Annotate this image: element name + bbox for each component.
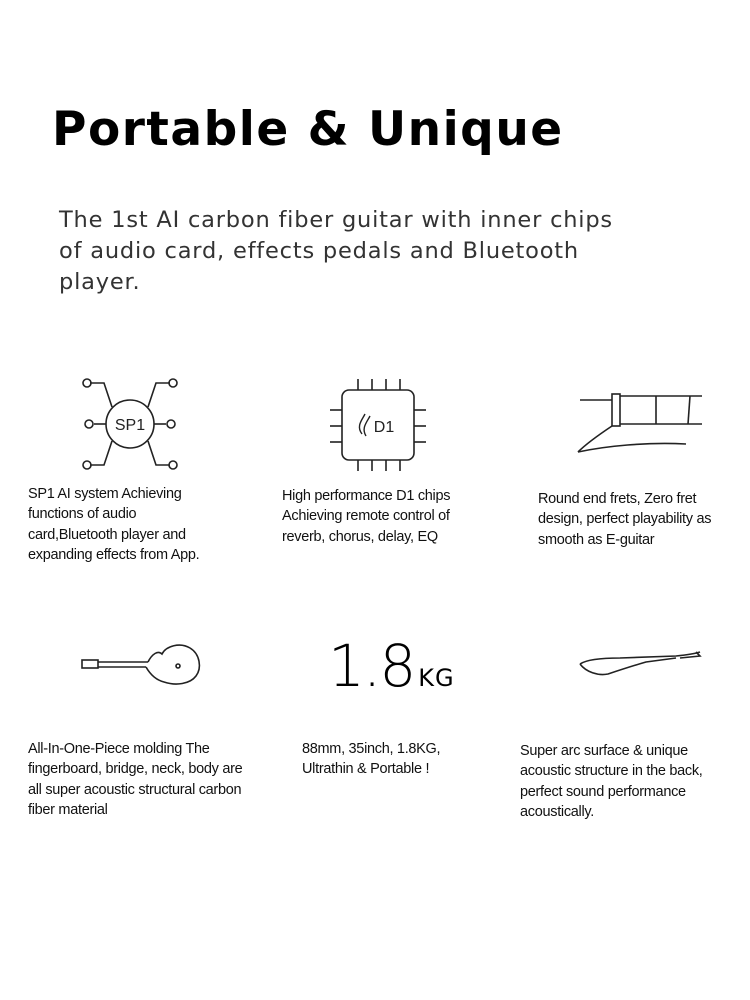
sp1-chip-icon	[78, 374, 182, 474]
page-title: Portable & Unique	[52, 102, 564, 157]
weight-unit: KG	[418, 664, 455, 692]
intro-text: The 1st AI carbon fiber guitar with inner chips of audio card, effects pedals and Bluetooth player.	[59, 207, 613, 295]
sp1-label: SP1	[114, 417, 146, 434]
feature-d1-text: High performance D1 chips Achieving remote control of reverb, chorus, delay, EQ	[282, 488, 451, 545]
feature-portable-text: 88mm, 35inch, 1.8KG, Ultrathin & Portable !	[302, 741, 441, 778]
feature-sp1-text: SP1 AI system Achieving functions of audio card,Bluetooth player and expanding effects from App.	[28, 486, 200, 563]
guitar-silhouette-icon	[80, 640, 204, 688]
feature-molding-text: All-In-One-Piece molding The fingerboard, bridge, neck, body are all super acoustic structural carbon fiber material	[28, 741, 243, 818]
fret-icon	[576, 386, 704, 458]
feature-fret-text: Round end frets, Zero fret design, perfect playability as smooth as E-guitar	[538, 491, 712, 548]
weight-figure	[328, 632, 455, 700]
d1-chip-icon	[326, 376, 430, 474]
feature-arc-text: Super arc surface & unique acoustic structure in the back, perfect sound performance acoustically.	[520, 743, 703, 820]
d1-label: D1	[373, 419, 395, 436]
guitar-side-profile-icon	[576, 648, 704, 680]
weight-value: 1.8	[328, 632, 415, 700]
